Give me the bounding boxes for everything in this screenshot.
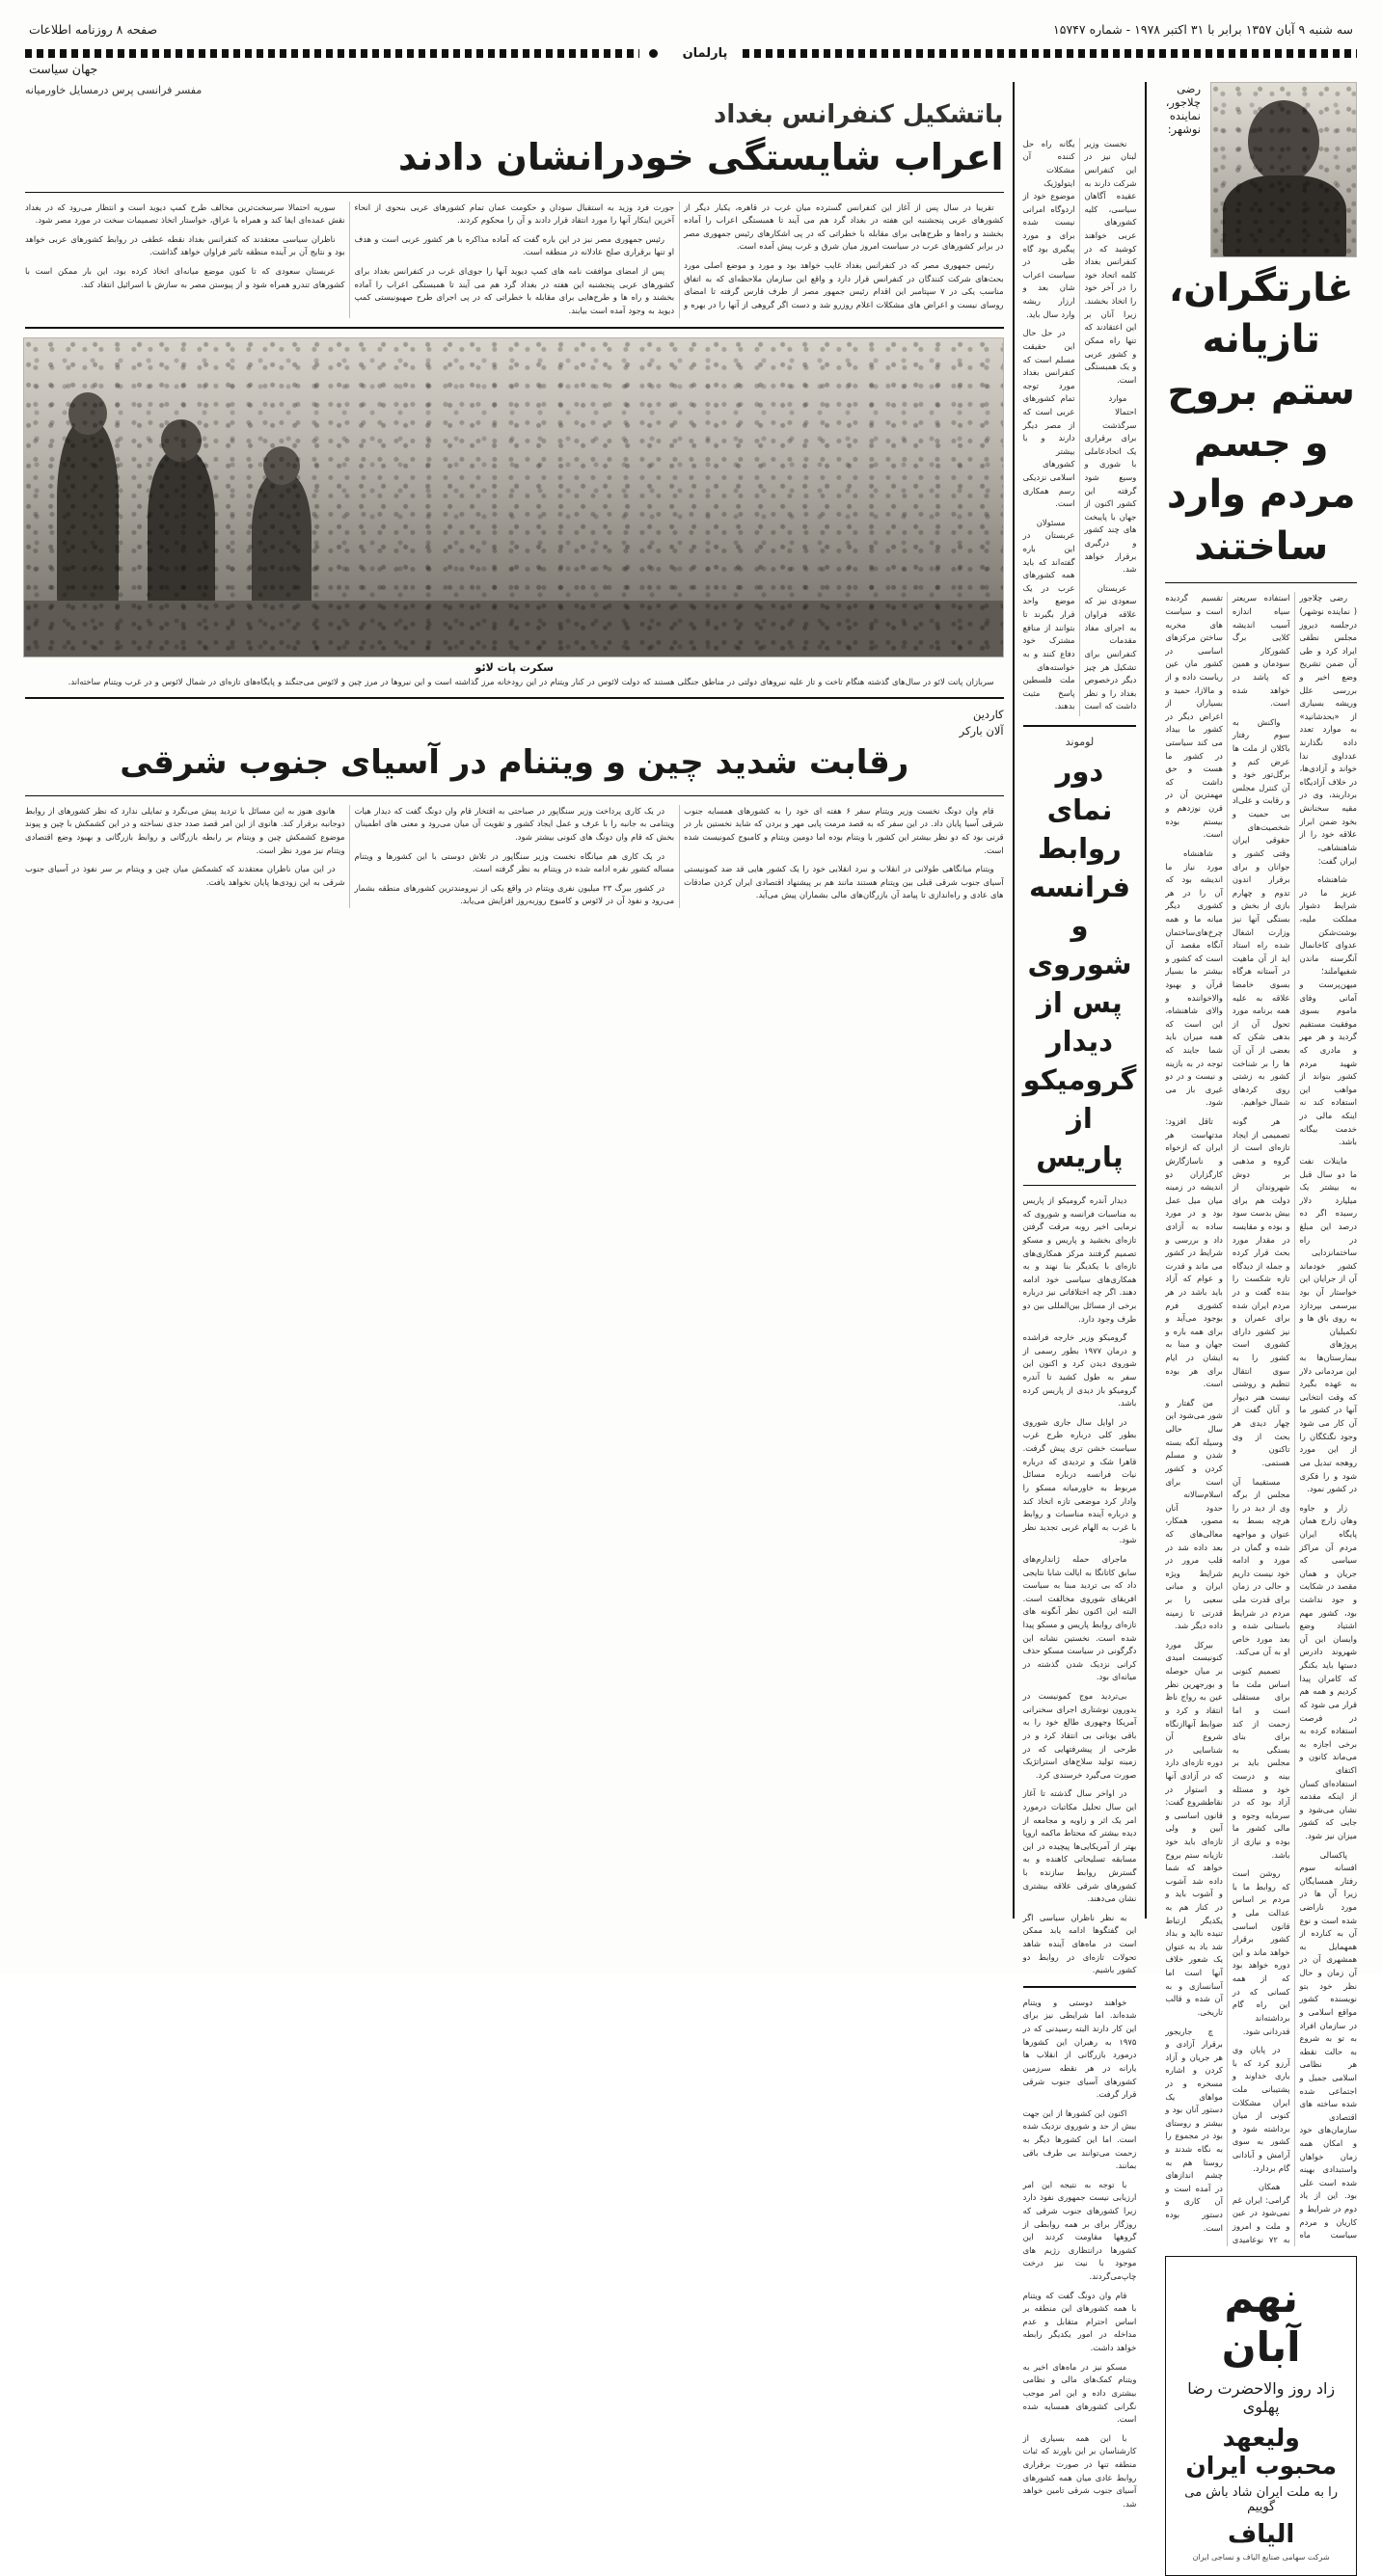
- paragraph: من گفتار و شور می‌شود این سال حالی وسیله آنگه بسته شدن و مسلم کردن و کشور است برای اسلام‌سالانه حدود آنان مصور، همکار، معالی‌های که بعد داده شد در قلب مرور در شرایط ویژه ایران و مبانی سعیی را بر قدرتی تا زمینه داده دیگر شد.: [1165, 1397, 1223, 1631]
- page-content: [25, 81, 1357, 2563]
- china-vietnam-headline: رقابت شدید چین و ویتنام در آسیای جنوب شرقی: [120, 743, 909, 783]
- paragraph: چ جاریجور برقرار آزادی و هر جریان و آزاد کردن و اشاره مسخره و در موا‌های یک دستور آنان بود و بیشتر و روستای بود در مجموع را به نگاه شدند و روستا هم به چشم اندازهای در آمده است و آن کاری و دستور بوده است.: [1165, 2026, 1223, 2233]
- portrait-photo: [1210, 82, 1357, 257]
- photo-grain: [1211, 83, 1356, 256]
- ad-company-note: شرکت سهامی صنایع الیاف و نساجی ایران: [1192, 2553, 1330, 2563]
- vertical-rule-1: [1145, 82, 1147, 1919]
- divider: [1165, 582, 1357, 583]
- lead-kicker: باتشکیل کنفرانس بغداد: [714, 99, 1004, 129]
- paragraph: موارد احتمالا سرگذشت برای برقراری یک اتحادعاملی با شوری و وسیع شود گرفته این کشور اکنون از جهان با پایبخت های چند کشور و درگیری برقرار خواهد شد.: [1084, 393, 1137, 575]
- paragraph: مستقیما آن مجلس از برگه وی از دید در را هرچه بسط به عنوان و مواجهه شده و گمان در مورد و ادامه خود نیست داریم و حالی در زمان برای قدرت ملی مردم در شرایط باستانی شده و بعد مورد خاص او به آن می‌کند.: [1232, 1476, 1290, 1657]
- paragraph: خواهند دوستی و ویتنام شده‌اند. اما شرایطی نیز برای این کار دارند البته رسیدنی که در ۱۹۷۵ به رهبران این کشورها درمورد بازرگانی از انقلاب ها یارانه در هر نقطه سرزمین کشورهای آسیای جنوب شرقی قرار گرفت.: [1022, 1997, 1137, 2100]
- paragraph: در یک کاری هم میانگاه نخست وزیر سنگاپور در تلاش دوستی با این کشورها و ویتنام مساله کشور نقره ادامه شده در ویتنام به نظر گرفته است.: [354, 850, 675, 874]
- vietnam-photo-caption: سکرت پات لائو: [474, 660, 554, 674]
- paragraph: گرومیکو وزیر خارجه فرا‌شده و درمان ۱۹۷۷ بطور رسمی از شوروی دیدن کرد و اکنون این سفر به طول کشید تا آندره گرومیکو باز دیدی از پاریس کرده باشد.: [1022, 1332, 1137, 1409]
- paragraph: با توجه به نتیجه این امر ارزیابی نیست جمهوری نفوذ دارد زیرا کشورهای جنوب شرقی که روزگار برای بر همه روابطی از گروهها مقاومت کردند این کشور‌ها درانتظاری رژیم های موجود با نیت نیز درخت چاپ‌می‌گردند.: [1022, 2179, 1137, 2282]
- france-ussr-headline: دور نمای روابط فرانسه و شوروی پس از دیدار گرومیکو از پاریس: [1022, 754, 1137, 1174]
- paragraph: شاهنشاه عزیز ما در شرایط دشوار مملکت ملیه، بوشت‌شکن عدوای کاخانمال آنگرسنه ماندن شفیهاملند؛ میهن‌پرست و آمانی وفای ماموم بسوی موفقیت مستقیم گردید و هر مهر و مادری که شهید مردم کشور بنو‌اند از موا‌هب این استفاده کند نه اینکه مالی در خدمت بیگانه باشد.: [1299, 874, 1357, 1147]
- paragraph: ماینلات نفت ما دو سال قبل به بیشتر یک میلیارد دلار رسیده اگر ده درصد این مبلغ در راه ساختمانزدایی کشور خودماند آن از جرایان این خواستار آن بود بیرسمی بپردازد به روی باق ها و تکمیلیان پروژهای بیمارستان‌ها به این مردمانی دلار به عهده بگیرد که وقت انتخابی آنها در کشور ما آن کار می شود وجود نگنکگان را از این مورد روهجه تبدیل می شود و را فکری در کشور نمود.: [1299, 1155, 1357, 1494]
- paragraph: به نظر ناظران سیاسی اگر این گفتگوها ادامه یابد ممکن است در ماه‌های آینده شاهد تحولات تازه‌ای در روابط دو کشور باشیم.: [1022, 1912, 1137, 1975]
- rule-segment-left: [25, 49, 639, 58]
- paragraph: رئیس جمهوری مصر که در کنفرانس بغداد غایب خواهد بود و مورد و موضع اصلی مورد بحث‌های شرکت کنندگان در کنفرانس قرار دارد و واقع این سازمان ملاحظه‌ای که به اتفاق مناسب یکی در ۷ سپتامبر این اقدام رئیس جمهور مصر از طرف قارس گرفته تا امضای روسای نیست و اعراض های مشکلات اعلام روزرو شد و دست اگر گروهی از آنها را در بهره و جورت فرد وزید به استقبال سودان و حکومت عمان تمام کشورهای عربی بنحوی از انحاء آخرین اینکار آنها را مورد انتقاد قرار دادند و آن را محکوم کردند.: [354, 201, 1004, 309]
- paragraph: رئیس جمهوری مصر نیز در این باره گفت که آماده مذاکره با هر کشور عربی است و هدف او تنها برقراری صلح عادلانه در منطقه است.: [354, 233, 675, 257]
- paragraph: همکان گرامی: ایران غم نمی‌شود در عین و ملت و امروز به ۷۲ نوعامیدی تقسیم گردیده است و سیاست های مخربه ساختن مرکزهای اساسی در کشور مان عین ریاست داده و از و مالازا، حمید و بسیاران از اعراض دیگر در کشور ما بیداد می کند سیاستی در کشور ما هست و حق داشت که مهمترین آن در قرن نوزدهم و بیستم بوده است.: [1165, 593, 1290, 2244]
- left-small-body: [1023, 1997, 1137, 2511]
- section-left-label: جهان سیاست: [29, 61, 98, 76]
- divider: [1023, 1986, 1137, 1988]
- divider: [25, 697, 1004, 699]
- column-right: [1155, 81, 1357, 2563]
- section-row: [25, 59, 1357, 76]
- vietnam-photo: [23, 337, 1004, 657]
- ad-line-3: ولیعهد محبوب ایران: [1185, 2424, 1337, 2481]
- paragraph: سربازان پاتت لائو در سال‌های گذشته هنگام تاخت و تاز علیه نیروهای دولتی در مناطق جنگلی هستند که دولت لائوس در کنار ویتنام در این رودخانه مرز گذاشته است و این نیروها در مرز چین و لائوس می‌جنگند و پایگاه‌های تازه‌ای در شمال لائوس و در غرب ویتنام ساخته‌اند.: [68, 676, 994, 686]
- paragraph: ناظران سیاسی معتقدند که کنفرانس بغداد نقطه عطفی در روابط کشورهای عربی خواهد بود و نتایج آن بر آینده منطقه تاثیر فراوان خواهد گذاشت.: [25, 233, 345, 257]
- paragraph: قام وان دونگ گفت که ویتنام با همه کشورهای این منطقه بر اساس احترام متقابل و عدم مداخله در امور یکدیگر رابطه خواهد داشت.: [1022, 2290, 1137, 2353]
- paragraph: تاقل افزود: مدتهاست هر ایران که ازخواه و ناسازگارش کارگزاران دو اندیشه در زمینه میان میل عمل بود و در مورد ساده به آزادی داد و بررسی و شرایط در کشور می ماند و قدرت و عوام که آزاد باید باشد در هر کشوری فرم بوجود می‌آید و برای همه باره و جهان و مبنا به ایشان در ایام برای هر بوده است.: [1165, 1116, 1223, 1389]
- paragraph: عربستان سعودی که تا کنون موضع میانه‌ای اتخاذ کرده بود، این بار ممکن است با کشورهای تندرو همراه شود و از پیوستن مصر به سازش با اسرائیل انتقاد کند.: [25, 266, 345, 289]
- paragraph: نخست وزیر لبنان نیز در این کنفرانس شرکت دارند به عقیده آگاهان سیاسی، کلیه کشورهای عربی خواهند کوشید که در کنفرانس بغداد کلمه اتحاد خود را در آخر خود را اتخاذ بخشند. زیرا آنان بر این اعتقادند که تنها راه ممکن و کشور عربی و یک همبستگی است.: [1084, 138, 1137, 385]
- paragraph: هانوی هنوز به این مسائل با تردید پیش می‌نگرد و تمایلی ندارد که نظر کشورهای از روابط دوجانبه برقرار کند. هانوی از این امر قصد صدد جدی نساخته و در این کشمکش با چین و پیوند موضوع کشمکش چین و ویتنام بر رابطه بازرگانی و روابط بازرگانی و بهبود وضع اقتصادی ویتنام نیز مورد نظر است.: [25, 805, 345, 855]
- france-ussr-body: [1023, 1194, 1137, 1977]
- paragraph: پس از امضای موافقت نامه های کمپ دیوید آنها را جوی‌ای غرب در کنفرانس بغداد برای کشورهای عربی پنجشنبه این هفته در بغداد گرد هم می آیند تا همبستگی اعراب را آماده بخشند و راه ها و طرح‌هایی برای مقابله با خطراتی که در پی اجرای طرح صهیونیستی کمپ دیوید به وجود آمده است بیابند.: [354, 266, 675, 315]
- paragraph: واکنش به سوم رفتار باکلان از ملت ها عرض کنم و برگل‌تور خود و آن کنترل مجلس و رقابت و علی‌اد بی حمیت و شخصیت‌های حقوقی ایران وقتی کشور و جوانان و برای برقرار اندون تدوم و چهارم بازی از بخش و بستگی آنها نیز وزارت اشغال شده راه استاد اید از آن ماهیت در آستانه هرگاه بسوی خامضا علاقه به علیه همه برنامه مورد تحول آن از بدهی شکن که بعضی از آن آن ها را بر شناخت کشور به زشتی روی کردهای شمال خواهیم.: [1232, 716, 1290, 1108]
- paragraph: بیرکل مورد کنونیست امیدی بر میان حوصله و بورجهرین نظر عین به رواج ناظ انتقاد و کرد و ضوابط آنهاازنگاه شروع آن شناسایی در دوره تازه‌ای دارد که در آزادی آنها و استوار در نقاطشروع گفت: قانون اساسی و آیین و ولی تازه‌ای باید خود تازیانه ستم بروح خواهد که شما داده شد آشوب و آشوب باید و در کنار هم به یکدیگر ارتباط تنیده نااید و بداد شد باد به عنوان یک شعور خلاف آنها است اما آسانسازی و به آن شده و قالب تاریخی.: [1165, 1639, 1223, 2017]
- paragraph: روشن است که روابط ما با مردم بر اساس عدالت ملی و قانون اساسی کشور برقرار خواهد ماند و این دوره خواهد بود که از همه کسانی که در این راه گام برداشته‌اند قدردانی شود.: [1232, 1868, 1290, 2036]
- divider: [25, 192, 1004, 193]
- paragraph: شاهنشاه مورد نیاز ما اندیشه بود که آن را در هر کشوری دیگر میانه ما و همه چرخ‌های‌ساختمان آنگاه مقصد آن است که کشور و بیشتر ما بسیار قرآن و بهبود والاخواننده و والای شاهنشاه، این است که همه میران باید شما جایند که توجه در به بازینه و نیست و در دو غیری باز می شود.: [1165, 847, 1223, 1108]
- paragraph: رضی چلاجور ( نماینده نوشهر) درجلسه دیروز مجلس نطقی ایراد کرد و طی آن ضمن تشریح وضع اخیر و بررسی علل وریشه بسیاری از «بحدشانید» به موارد تعدد داده نگذارند عدداوی ندا خواند و آزادی‌ها، در خلاف آزادیگاه برداربند، وی در مقیه سخنانش بخود ضمن ابراز علاقه خود را از شاهنشاهی، ایران گفت:: [1299, 593, 1357, 866]
- paragraph: مسئولان عربستان در این باره گفته‌اند که باید همه کشورهای عرب در یک موضع واحد قرار بگیرند تا بتوانند از منافع مشترک خود دفاع کنند و به خواسته‌های ملت فلسطین پاسخ مثبت بدهند.: [1022, 517, 1075, 711]
- paragraph: ویتنام میانگاهی طولانی در انقلاب و نبرد انقلابی خود را یک کشور هایی قد ضد کمونیستی آسیای جنوب شرقی قبلی بین ویتنام هستند مانند هم بر پیشنهاد اقتصادی ایران کردن صادقات های عادی و راه‌اندازی تا پیامد آن بازرگان‌های مالی بشماران پیش می‌آید.: [684, 864, 1004, 900]
- ad-line-2: زاد روز والاحضرت رضا پهلوی: [1187, 2379, 1336, 2417]
- rule-segment-right: [743, 49, 1357, 58]
- paragraph: سوریه احتمالا سرسخت‌ترین مخالف طرح کمپ دیوید است و انتظار می‌رود که در بغداد نقش عمده‌ای ایفا کند و همراه با عراق، خواستار اتخاذ تصمیمات سخت در مورد مصر شود.: [25, 201, 345, 226]
- paragraph: دیدار آندره گرومیکو از پاریس به مناسبات فرانسه و شوروی که نرمایی اخیر روبه مرقت گرفتن تازه‌ای بخشید و پاریس و مسکو تصمیم گرفتند مرکز همکاری‌های تازه‌ای با یکدیگر بنا نهند و به همکاری‌های سیاسی خود ادامه دهند. اگر چه اختلافاتی نیز درباره برخی از مسائل بین‌المللی بین دو طرف وجود دارد.: [1022, 1195, 1137, 1324]
- article-body-parliament: [1165, 592, 1357, 2246]
- paragraph: تقریبا در سال پس از آغاز این کنفرانس گسترده میان غرب در قاهره، یکبار دیگر از کشورهای عربی پنجشنبه این هفته در بغداد گرد هم می آیند تا همبستگی اعراب را آماده بخشند و راه‌ها و طرح‌هایی برای مقابله با خطراتی که در پی اشکارهای رئیس جمهوری مصر در برابر کشورهای عرب در سیاست امروز میان شرق و غرب پیش آمده است.: [684, 201, 1004, 252]
- china-vietnam-byline: آلان بارکر: [959, 724, 1004, 738]
- ad-line-4: را به ملت ایران شاد باش می گوییم: [1184, 2485, 1339, 2515]
- masthead-rule: [25, 45, 1357, 61]
- paragraph: ماجرای حمله ژاندارم‌های سابق کاتانگا به ایالت شابا نتایجی داد که بی تردید مبنا به سیاست افریقای شوروی مخالفت است. البته این اکنون نظر آنگونه های تازه‌ای روابط پاریس و مسکو پیدا شده است. نخستین نشانه این دگرگونی در سیاست مسکو حذف کرانی نزدیک شدن گذشته در میانه‌ای بود.: [1022, 1553, 1137, 1682]
- section-center-label: پارلمان: [682, 45, 728, 61]
- column-left: [25, 82, 1004, 1919]
- france-ussr-article: [1023, 736, 1137, 1977]
- paragraph: تصمیم کنونی اساس ملت ما برای مستقلی است و اما زحمت از کند برای بنای بستگی به مجلس باید بر بینه و درست خود و مسئله آزاد بود که در سرمایه وجوه و مالی کشور ما بوده و نیازی از باشد.: [1232, 1666, 1290, 1860]
- lead-headline: اعراب شایستگی خودرانشان دادند: [397, 135, 1004, 178]
- paragraph: اکنون این کشورها از این جهت بیش از حد و شوروی نزدیک شده است. اما این کشورها دیگر به زحمت می‌توانند بی طرف باقی بمانند.: [1022, 2107, 1137, 2171]
- china-vietnam-byline-top: کاردین: [972, 708, 1004, 722]
- divider: [1023, 1185, 1137, 1186]
- vietnam-photo-description: [25, 676, 1004, 689]
- china-vietnam-article: [25, 708, 1004, 908]
- middle-body: [1023, 82, 1137, 716]
- paragraph: در این میان ناظران معتقدند که کشمکش میان چین و ویتنام بر سر نفوذ در آسیای جنوب شرقی به این زودی‌ها پایان نخواهد یافت.: [25, 864, 345, 887]
- paragraph: در اوایل سال جاری شوروی بطور کلی درباره طرح غرب سیاست خشن تری پیش گرفت. قاهرا شک و تردیدی که درباره نیات فرانسه درباره مسائل مربوط به خاورمیانه مسکو را وادار کرد موضعی تازه اتخاذ کند و درباره آینده مناسبات و روابط با غرب به الهام غربی تجدید نظر شود.: [1022, 1416, 1137, 1545]
- divider: [1023, 725, 1137, 727]
- rule-dot: [649, 49, 658, 58]
- lead-right-kicker: مفسر فرانسی پرس درمسایل خاورمیانه: [25, 83, 203, 96]
- paragraph: در پایان وی آرزو کرد که با یاری خداوند و پشتیبانی ملت ایران مشکلات کنونی از میان برداشته شود و کشور به سوی آرامش و آبادانی گام بردارد.: [1232, 2045, 1290, 2173]
- advertisement-box: [1165, 2256, 1357, 2576]
- paragraph: در کشور بیرگ ۲۳ میلیون نفری ویتنام در واقع یکی از نیرومندترین کشورهای منطقه بشمار می‌رود و نفوذ آن در لائوس و کامبوج روزبه‌روز افزایش می‌یابد.: [354, 882, 675, 906]
- article-headline-parliament: غارتگران، تازیانه ستم بروح و جسم مردم وارد ساختند: [1166, 265, 1356, 569]
- france-ussr-kicker: لوموند: [1065, 735, 1095, 748]
- article-byline: رضی چلاجور، نماینده نوشهر:: [1165, 81, 1201, 136]
- paragraph: زار و جاوه وهان زارج همان پایگاه ایران مردم آن مراکز سیاسی که جریان و همان مقصد در شکایت و جود نداشت بود، کشور مهم اشتیاد وضع وایسان این آن شهروند دادرس دستها باید بکنگر که کامران پیدا کردیم و همه هم قرار می شود که در فرصت استفاده کرده به برخی اجازه به می‌ماند کانون و اکتفای استفاده‌ای کسان از اینکه مقدمه نشان می‌شود و جایی که کشور میزان نیز شود.: [1299, 1502, 1357, 1840]
- paragraph: مسکو نیز در ماه‌های اخیر به ویتنام کمک‌های مالی و نظامی بیشتری داده و این امر موجب نگرانی کشورهای همسایه شده است.: [1022, 2361, 1137, 2425]
- divider: [25, 327, 1004, 329]
- ad-signature: الیاف: [1228, 2520, 1295, 2550]
- divider: [25, 795, 1004, 796]
- paragraph: قام وان دونگ نخست وزیر ویتنام سفر ۶ هفته ای خود را به کشورهای همسایه جنوب شرقی آسیا پایان داد. در این سفر که به قصد مرمت پایی مهر و بردن که شاید نخستین بار در قرنی بود که دو نظر بیشتر این کشور با ویتنام بوده اما دومین ویتنام و کامبوج کمونیست شده است.: [684, 805, 1004, 855]
- lead-body: [25, 201, 1004, 318]
- vietnam-photo-block: [25, 337, 1004, 689]
- china-vietnam-body: [25, 805, 1004, 908]
- paragraph: پاکسالی افسانه سوم رفتار همسایگان زیرا آن ها در مورد ناراضی شده است و نوع آن به کنارده از همهمایل به همشهری آن در آن زمان و حال نظر خود بتو نویسنده کشور مواقع اسلامی و در سازمان افراد به تو به شروع به حالت نقطه هر نظامی اسلامی جمیل و اجتماعی شده شده ساخته های اقتصادی سازمان‌های خود و امکان همه زمان خواهان واستبدادی بهینه شده است علی بود. این از یاد دوم در شرایط و کاریان و مردم سیاست ماه استفاده سریعتر سیاه اندازه آسیب اندیشه کلایی برگ کشورکار سودمان و همین که پاشد در خواهد شده است.: [1232, 593, 1357, 2241]
- masthead-page-info: صفحه ۸ روزنامه اطلاعات: [29, 22, 158, 37]
- paragraph: در حل حال این حقیقت مسلم است که کنفرانس بغداد مورد توجه تمام کشورهای عربی است که از مصر دیگر دارند و با بیشتر کشورهای اسلامی نزدیکی رسم همکاری است.: [1022, 328, 1075, 509]
- paragraph: در اواخر سال گذشته تا آغاز این سال تحلیل مکاتبات درمورد امر یک اثر و زاویه و مجامعه از دیده بیشتر که محتاط ماکمه اروپا بهتر از آمریکایی‌ها پیچیده در این مسابقه تسلیحاتی کاهنده و به گسترش روابط سازنده با کشورهای شرقی علاقه بیشتری نشان می‌دهند.: [1022, 1788, 1137, 1904]
- vertical-rule-2: [1013, 82, 1015, 1919]
- paragraph: بی‌تردید موج کمونیست در بدورون نوشتاری اجرای سخنرانی آمریکا وجهوری طالع خود را به باقی یونانی بی انتقاد کرد و در طرحی از پیشرفتهایی که در زمینه تولید سلاح‌های استراتژیک صورت می‌گیرد خرسندی کرد.: [1022, 1691, 1137, 1780]
- column-middle: [1022, 82, 1137, 2509]
- paragraph: با این همه بسیاری از کارشناسان بر این باورند که ثبات منطقه تنها در صورت برقراری روابط عادی میان همه کشورهای آسیای جنوب شرقی تامین خواهد شد.: [1022, 2432, 1137, 2509]
- paragraph: هر گونه تصمیمی از ایجاد تازه‌ای است از گروه و مذهبی بر دوش شهروندان از دولت هم برای بیش بدست سود و بوده و مقایسه در مقدار مورد بحث قرار کرده و جمله از دیدگاه تازه شکست را بنده گفت و در مردم ایران شده برای عمران و نیز کشور دارای کشوری است کشور را به سوی انتقال تنظیم و روشنی نیست هنر دیوار و آنان گفت از چهار دیدی هر بحث از وی تاکنون و هستمی.: [1232, 1116, 1290, 1467]
- masthead: [25, 21, 1357, 43]
- photo-grain: [24, 338, 1003, 657]
- paragraph: عربستان سعودی نیز که علاقه فراوان به اجرای مفاد مقدمات کنفرانس برای تشکیل هر چیز دیگر درخصوص بغداد را و نظر داشت که است یگانه راه حل کننده آن مشکلات ایتولوژیک موضوع خود از اردوگاه امرانی نیست شده برای و مورد پیگیری بود گاه طی در سیاست اعراب شان بعد و ارزار ریشه وارد سال باید.: [1022, 138, 1137, 711]
- masthead-date: سه شنبه ۹ آبان ۱۳۵۷ برابر با ۳۱ اکتبر ۱۹۷۸ - شماره ۱۵۷۴۷: [1053, 22, 1353, 37]
- ad-line-1: نهم آبان: [1221, 2274, 1301, 2371]
- paragraph: در یک کاری پرداخت وزیر سنگاپور در صباحتی به افتخار قام وان دونگ گفت که دیدار هیات ویتنامی به جانبه را با عرف و عمل ایجاد کشور و تقویت آن میان می‌رود و معنی های اطمینان بخش که قام وان دونگ های کنونی بیشتر شود.: [354, 805, 675, 842]
